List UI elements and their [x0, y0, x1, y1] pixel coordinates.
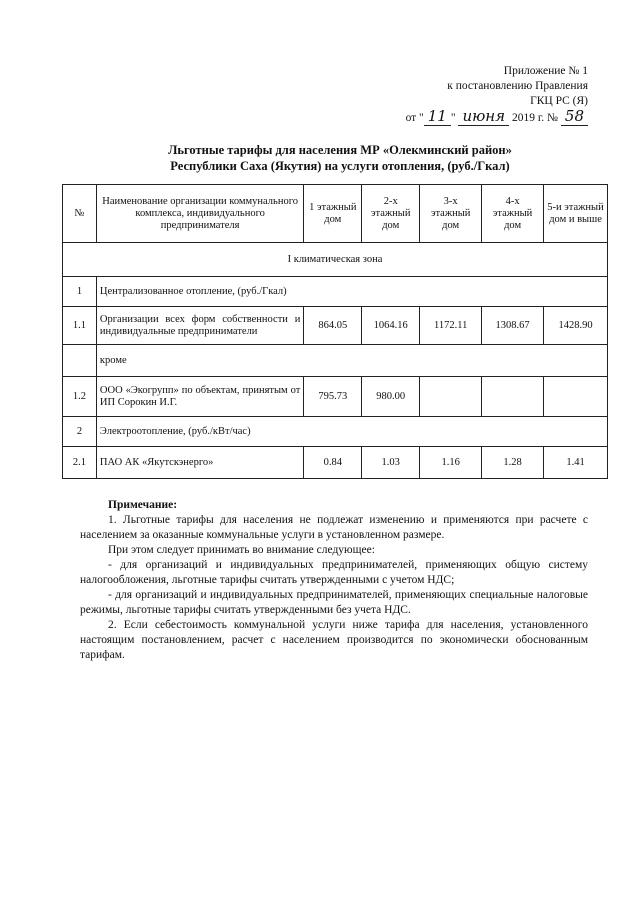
header-number: №: [63, 185, 97, 243]
note-paragraph-1: 1. Льготные тарифы для населения не подлежат изменению и применяются при расчете с населением за оказанные коммунальные услуги в установленном размере.: [80, 514, 588, 541]
row-number: 1: [63, 277, 97, 307]
note-paragraph-4: - для организаций и индивидуальных предпринимателей, применяющих специальные налоговые режимы, льготные тарифы считать утвержденными без учета НДС.: [80, 589, 588, 616]
table-row: [63, 307, 608, 345]
tariff-value: 864.05: [304, 307, 362, 345]
tariff-value: 980.00: [362, 377, 420, 417]
row-number: 1.1: [63, 307, 97, 345]
header-5-floor: 5-и этажный дом и выше: [544, 185, 608, 243]
header-row: [63, 185, 608, 243]
row-name: кроме: [96, 345, 607, 377]
decree-number: 58: [561, 107, 588, 126]
tariff-value: 1.28: [482, 447, 544, 479]
tariff-value: [544, 377, 608, 417]
date-day: 11: [424, 107, 451, 126]
appendix-line-3: ГКЦ РС (Я): [530, 95, 588, 107]
notes-section: [80, 498, 588, 663]
table-row: [63, 377, 608, 417]
tariff-value: [420, 377, 482, 417]
row-number: 2.1: [63, 447, 97, 479]
title-line-1: Льготные тарифы для населения МР «Олекминский район»: [168, 143, 512, 157]
date-month: июня: [458, 107, 509, 126]
row-name: ПАО АК «Якутскэнерго»: [96, 447, 303, 479]
tariff-value: 1.16: [420, 447, 482, 479]
row-number: 2: [63, 417, 97, 447]
date-year: 2019 г. №: [512, 112, 559, 124]
tariff-value: 1.41: [544, 447, 608, 479]
zone-row: [63, 243, 608, 277]
tariff-value: 1.03: [362, 447, 420, 479]
appendix-date-line: [406, 109, 588, 126]
date-prefix: от ": [405, 112, 424, 124]
tariff-value: 1308.67: [482, 307, 544, 345]
table-row: [63, 447, 608, 479]
tariff-value: 1428.90: [544, 307, 608, 345]
table-row: [63, 345, 608, 377]
title-line-2: Республики Саха (Якутия) на услуги отопления, (руб./Гкал): [170, 159, 510, 173]
row-number: [63, 345, 97, 377]
notes-heading: Примечание:: [108, 499, 178, 511]
tariff-value: 1064.16: [362, 307, 420, 345]
date-mid: ": [450, 112, 456, 124]
row-name: Электроотопление, (руб./кВт/час): [96, 417, 607, 447]
note-paragraph-5: 2. Если себестоимость коммунальной услуги ниже тарифа для населения, установленного настоящим постановлением, расчет с населением производится по экономически обоснованным тарифам.: [80, 619, 588, 661]
tariff-value: 0.84: [304, 447, 362, 479]
header-4-floor: 4-х этажный дом: [482, 185, 544, 243]
row-name: ООО «Экогрупп» по объектам, принятым от ИП Сорокин И.Г.: [96, 377, 303, 417]
row-name: Централизованное отопление, (руб./Гкал): [96, 277, 607, 307]
header-3-floor: 3-х этажный дом: [420, 185, 482, 243]
note-paragraph-3: - для организаций и индивидуальных предпринимателей, применяющих общую систему налогообложения, льготные тарифы считать утвержденными с учетом НДС;: [80, 559, 588, 586]
tariff-value: 1172.11: [420, 307, 482, 345]
document-title: [60, 142, 620, 174]
table-row: [63, 417, 608, 447]
row-number: 1.2: [63, 377, 97, 417]
appendix-block: [406, 64, 588, 126]
row-name: Организации всех форм собственности и индивидуальные предприниматели: [96, 307, 303, 345]
appendix-line-1: Приложение № 1: [503, 65, 588, 77]
header-1-floor: 1 этажный дом: [304, 185, 362, 243]
header-organization: Наименование организации коммунального комплекса, индивидуального предпринимателя: [96, 185, 303, 243]
climate-zone: I климатическая зона: [63, 243, 608, 277]
tariff-value: [482, 377, 544, 417]
tariff-table: [62, 184, 608, 479]
appendix-line-2: к постановлению Правления: [447, 80, 588, 92]
table-row: [63, 277, 608, 307]
note-paragraph-2: При этом следует принимать во внимание следующее:: [108, 544, 375, 556]
tariff-value: 795.73: [304, 377, 362, 417]
header-2-floor: 2-х этажный дом: [362, 185, 420, 243]
